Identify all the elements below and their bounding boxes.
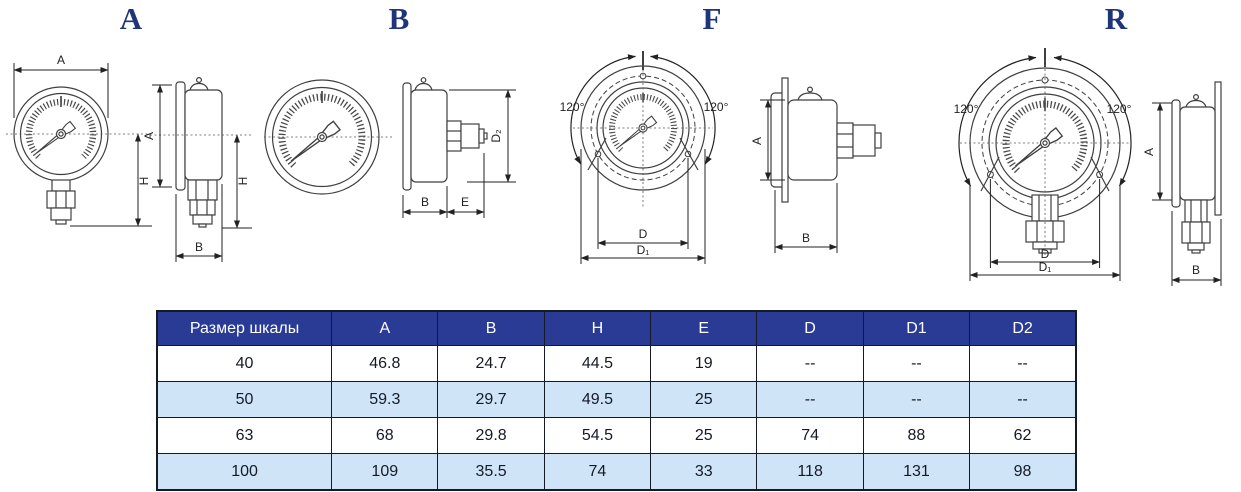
dim-label-h-side: H: [236, 176, 250, 186]
cell: 118: [757, 454, 863, 491]
cell: --: [757, 346, 863, 382]
cell: 63: [157, 418, 332, 454]
gauge-hub: [1041, 139, 1050, 148]
cell: 24.7: [438, 346, 544, 382]
header-d1: D1: [863, 311, 969, 346]
drawing-mount-type-b: [262, 55, 532, 270]
drawing-mount-type-r: [940, 45, 1240, 289]
header-h: H: [544, 311, 650, 346]
cell: 59.3: [332, 382, 438, 418]
dimensions-table: [156, 310, 1077, 491]
dim-label-b-side: B: [1191, 263, 1201, 277]
cell: 25: [651, 418, 757, 454]
cell: 40: [157, 346, 332, 382]
gauge-hub: [318, 133, 327, 142]
dim-label-d1: D₁: [1038, 260, 1052, 274]
cell: 25: [651, 382, 757, 418]
table-row-40: [157, 346, 1076, 382]
gauge-front-view-a: [6, 87, 150, 224]
gauge-needle: [617, 116, 656, 149]
cell: 33: [651, 454, 757, 491]
dim-label-b-side: B: [194, 240, 204, 254]
header-a: A: [332, 311, 438, 346]
angle-label-right: 120°: [1106, 102, 1132, 116]
dim-label-e: E: [460, 195, 470, 209]
dim-label-d2: D₂: [489, 129, 503, 143]
cell: 74: [544, 454, 650, 491]
section-label-a: A: [119, 1, 143, 36]
table-row-63: [157, 418, 1076, 454]
dim-label-a: A: [56, 53, 66, 67]
table-header-row: [157, 311, 1076, 346]
gauge-side-view-f: [771, 78, 881, 202]
gauge-front-view-f: [571, 51, 715, 207]
dim-label-d: D: [638, 227, 648, 241]
cell: 98: [970, 454, 1076, 491]
header-b: B: [438, 311, 544, 346]
header-d: D: [757, 311, 863, 346]
gauge-needle: [1012, 128, 1062, 170]
cell: 74: [757, 418, 863, 454]
dim-label-d: D: [1040, 247, 1050, 261]
gauge-front-view-b: [264, 80, 392, 194]
gauge-needle: [34, 121, 76, 156]
dim-label-a-side: A: [142, 131, 156, 141]
cell: 100: [157, 454, 332, 491]
cell: 29.7: [438, 382, 544, 418]
cell: 46.8: [332, 346, 438, 382]
gauge-hub: [57, 130, 66, 139]
section-label-r: R: [1104, 1, 1128, 36]
header-e: E: [651, 311, 757, 346]
cell: 49.5: [544, 382, 650, 418]
dim-label-a-side: A: [1142, 147, 1156, 157]
cell: 54.5: [544, 418, 650, 454]
header-scale-size: Размер шкалы: [157, 311, 332, 346]
section-label-b: B: [388, 1, 410, 36]
cell: 62: [970, 418, 1076, 454]
cell: 35.5: [438, 454, 544, 491]
cell: 68: [332, 418, 438, 454]
gauge-front-view-r: [959, 48, 1131, 255]
cell: --: [970, 346, 1076, 382]
gauge-hub: [639, 124, 647, 132]
gauge-needle: [288, 121, 340, 165]
dim-label-a-side: A: [750, 136, 764, 146]
cell: 19: [651, 346, 757, 382]
dim-label-h-front: H: [137, 176, 151, 186]
table-row-100: [157, 454, 1076, 491]
cell: 109: [332, 454, 438, 491]
angle-label-right: 120°: [703, 100, 729, 114]
cell: --: [970, 382, 1076, 418]
cell: 88: [863, 418, 969, 454]
dim-label-d1: D₁: [636, 243, 650, 257]
gauge-side-view-r: [1172, 82, 1221, 253]
angle-label-left: 120°: [953, 102, 979, 116]
dim-label-b: B: [420, 195, 430, 209]
cell: --: [863, 346, 969, 382]
cell: 44.5: [544, 346, 650, 382]
cell: --: [757, 382, 863, 418]
section-label-f: F: [702, 1, 722, 36]
drawing-mount-type-a: [0, 50, 262, 280]
header-d2: D2: [970, 311, 1076, 346]
drawing-mount-type-f: [545, 45, 890, 273]
table-row-50: [157, 382, 1076, 418]
gauge-side-view-b: [403, 78, 487, 190]
cell: 29.8: [438, 418, 544, 454]
cell: 50: [157, 382, 332, 418]
angle-label-left: 120°: [559, 100, 585, 114]
dim-label-b-side: B: [801, 231, 811, 245]
cell: 131: [863, 454, 969, 491]
cell: --: [863, 382, 969, 418]
